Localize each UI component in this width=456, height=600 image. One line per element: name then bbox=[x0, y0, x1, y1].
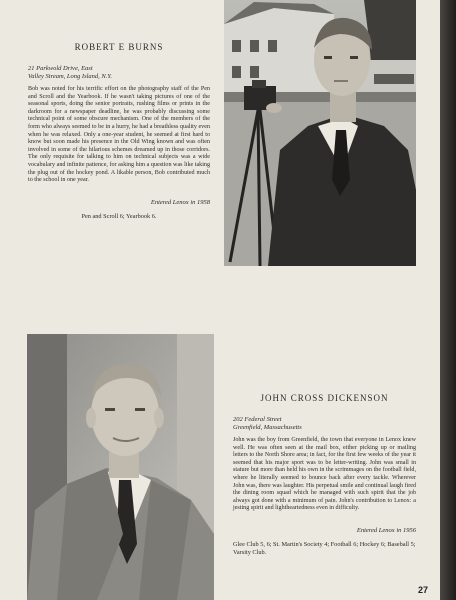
page-number: 27 bbox=[418, 585, 429, 595]
address-line-2: Greenfield, Massachusetts bbox=[233, 424, 302, 431]
address-line-1: 202 Federal Street bbox=[233, 416, 282, 423]
address-line-2: Valley Stream, Long Island, N.Y. bbox=[28, 73, 113, 80]
entered-year: Entered Lenox in 1958 bbox=[150, 198, 210, 206]
photo-john-dickenson bbox=[27, 334, 214, 600]
bio-robert-burns bbox=[28, 42, 210, 221]
student-name: ROBERT E BURNS bbox=[74, 42, 164, 52]
student-name: JOHN CROSS DICKENSON bbox=[260, 393, 389, 403]
entered-year: Entered Lenox in 1956 bbox=[356, 526, 416, 534]
activities-list: Pen and Scroll 6; Yearbook 6. bbox=[81, 212, 157, 220]
student-address bbox=[233, 416, 416, 432]
biography-text: Bob was noted for his terrific effort on the photography staff of the Pen and Scroll and the Yearbook. If he wasn't taking pictures of one of the seasonal sports, doing the senior portraits, rushing films or prints in the darkroom for a newspaper deadline, he was probably discussing some technical point of some obscure mechanism. One of the members of the form who always seemed to be in a hurry, he had a breathless quality even when he was relaxed. Only a one-year student, he seemed at first hard to know but soon made his presence in the Old Wing known and was often involved in some of the hilarious schemes dreamed up in those corridors. The only requisite for talking to him on technical subjects was a wide vocabulary and infinite patience, for asking him a question was like taking the plug out of the hockey pond. A likable person, Bob contributed much to the school in one year. bbox=[28, 86, 210, 184]
student-address bbox=[28, 65, 210, 81]
biography-text: John was the boy from Greenfield, the town that everyone in Lenox knew well. He was often seen at the mail box, either picking up or mailing letters to the North Shore area; in fact, for the first few weeks of the year it seemed that his major sport was to be letter-writing. John was small in stature but more than held his own in the scrimmages on the football field, where he literally seemed to bounce back after every tackle. Wherever John was, there was laughter. His perpetual smile and continual laugh fired the dining room squad which he managed with such spirit that the job always got done with a minimum of pain. John's contribution to Lenox: a jesting spirit and lightheartedness even in difficulty. bbox=[233, 437, 416, 512]
photo-robert-burns bbox=[224, 0, 416, 266]
bio-john-dickenson bbox=[233, 393, 416, 557]
address-line-1: 21 Parkwold Drive, East bbox=[28, 65, 93, 72]
activities-list: Glee Club 5, 6; St. Martin's Society 4; Football 6; Hockey 6; Baseball 5; Varsity Club. bbox=[233, 540, 416, 556]
page-edge bbox=[440, 0, 456, 600]
